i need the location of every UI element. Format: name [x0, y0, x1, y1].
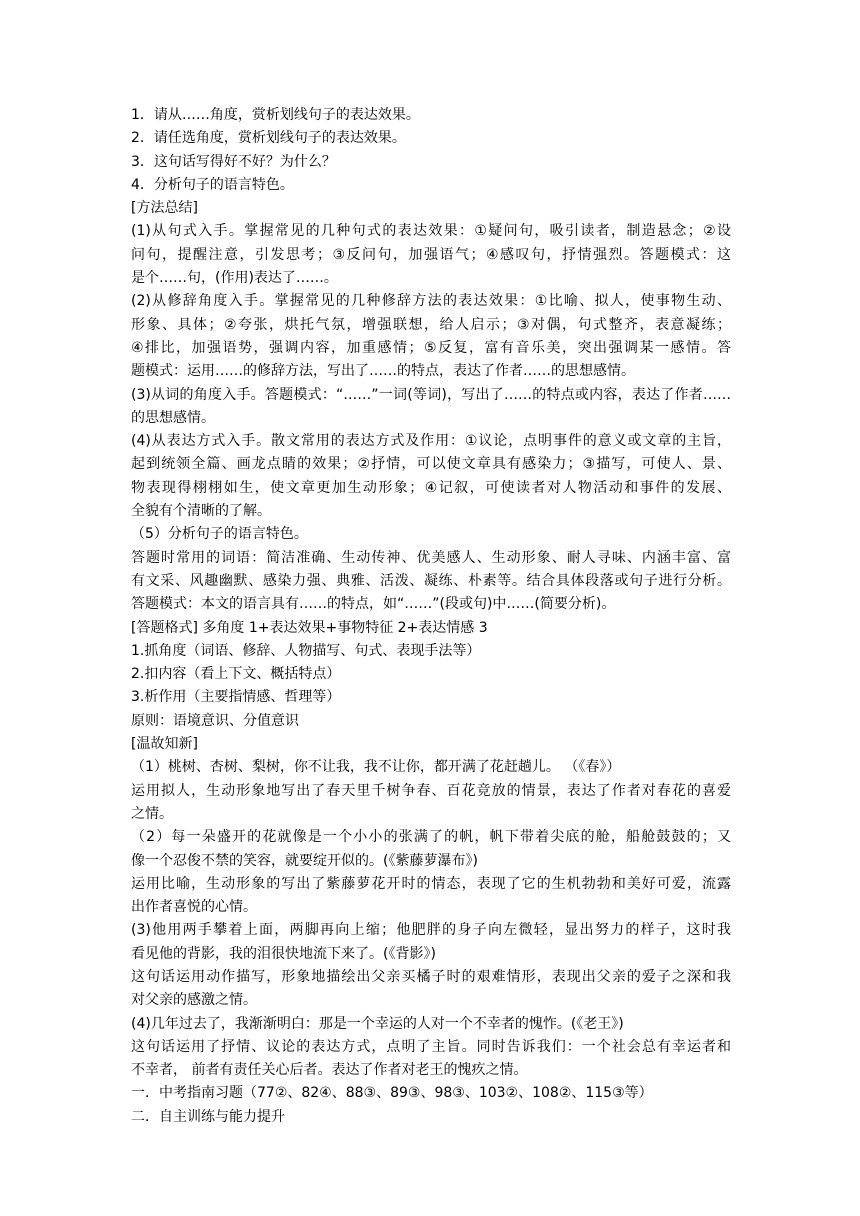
text-line: 2.扣内容（看上下文、概括特点） — [131, 666, 341, 683]
text-line: ④排比，加强语势，强调内容，加重感情；⑤反复，富有音乐美，突出强调某一感情。答 — [131, 339, 731, 356]
text-line: (1)从句式入手。掌握常见的几种句式的表达效果：①疑问句，吸引读者，制造悬念；②设 — [131, 223, 731, 240]
text-line: 全貌有个清晰的了解。 — [131, 503, 271, 520]
text-line: (2)从修辞角度入手。掌握常见的几种修辞方法的表达效果：①比喻、拟人，使事物生动、 — [131, 293, 731, 310]
text-line: 起到统领全篇、画龙点睛的效果；②抒情，可以使文章具有感染力；③描写，可使人、景、 — [131, 456, 731, 473]
text-line: 一．中考指南习题（77②、82④、88③、89③、98③、103②、108②、115③等） — [131, 1085, 653, 1102]
text-line: 这句话运用动作描写，形象地描绘出父亲买橘子时的艰难情形，表现出父亲的爱子之深和我 — [131, 968, 731, 985]
text-line: 对父亲的感激之情。 — [131, 992, 257, 1009]
text-line: 问句，提醒注意，引发思考；③反问句，加强语气；④感叹句，抒情强烈。答题模式：这 — [131, 246, 731, 263]
text-line: 运用拟人，生动形象地写出了春天里千树争春、百花竞放的情景，表达了作者对春花的喜爱 — [131, 782, 731, 799]
text-line: 不幸者， 前者有责任关心后者。表达了作者对老王的愧疚之情。 — [131, 1062, 528, 1079]
text-line: [温故知新] — [131, 736, 198, 753]
text-line: （1）桃树、杏树、梨树，你不让我，我不让你，都开满了花赶趟儿。 （《春》） — [131, 759, 621, 776]
text-line: 之情。 — [131, 805, 173, 822]
text-line: 答题时常用的词语：简洁准确、生动传神、优美感人、生动形象、耐人寻味、内涵丰富、富 — [131, 549, 731, 566]
text-line: 答题模式：本文的语言具有……的特点，如“……”(段或句)中……(简要分析)。 — [131, 596, 616, 613]
text-line: 物表现得栩栩如生，使文章更加生动形象；④记叙，可使读者对人物活动和事件的发展、 — [131, 479, 731, 496]
text-line: (4)从表达方式入手。散文常用的表达方式及作用：①议论，点明事件的意义或文章的主旨， — [131, 433, 731, 450]
text-line: [方法总结] — [131, 200, 198, 217]
text-line: 这句话运用了抒情、议论的表达方式，点明了主旨。同时告诉我们：一个社会总有幸运者和 — [131, 1038, 731, 1055]
text-line: 1．请从……角度，赏析划线句子的表达效果。 — [131, 107, 420, 123]
text-line: 看见他的背影，我的泪很快地流下来了。(《背影》) — [131, 945, 436, 962]
text-line: 3.析作用（主要指情感、哲理等） — [131, 689, 341, 706]
text-line: (4)几年过去了，我渐渐明白：那是一个幸运的人对一个不幸者的愧怍。(《老王》) — [131, 1015, 624, 1032]
text-line: （2）每一朵盛开的花就像是一个小小的张满了的帆，帆下带着尖底的舱，船舱鼓鼓的；又 — [131, 829, 731, 846]
text-line: 有文采、风趣幽默、感染力强、典雅、活泼、凝练、朴素等。结合具体段落或句子进行分析。 — [131, 572, 731, 589]
text-line: 的思想感情。 — [131, 409, 215, 426]
text-line: 1.抓角度（词语、修辞、人物描写、句式、表现手法等） — [131, 642, 481, 659]
text-line: 题模式：运用……的修辞方法，写出了……的特点，表达了作者……的思想感情。 — [131, 363, 635, 380]
text-line: (3)他用两手攀着上面，两脚再向上缩；他肥胖的身子向左微轻，显出努力的样子，这时我 — [131, 922, 731, 939]
text-line: 二．自主训练与能力提升 — [131, 1108, 285, 1125]
text-line: 3．这句话写得好不好？为什么？ — [131, 153, 336, 170]
text-line: (3)从词的角度入手。答题模式：“……”一词(等词)，写出了……的特点或内容，表达了作者…… — [131, 386, 731, 403]
text-line: 2．请任选角度，赏析划线句子的表达效果。 — [131, 130, 406, 147]
text-line: 像一个忍俊不禁的笑容，就要绽开似的。(《紫藤萝瀑布》) — [131, 852, 478, 869]
text-line: （5）分析句子的语言特色。 — [131, 526, 308, 543]
text-line: 运用比喻，生动形象的写出了紫藤萝花开时的情态，表现了它的生机勃勃和美好可爱，流露 — [131, 875, 731, 892]
document-body — [131, 104, 731, 1129]
text-line: 是个……句，(作用)表达了……。 — [131, 270, 338, 287]
text-line: 形象、具体；②夸张，烘托气氛，增强联想，给人启示；③对偶，句式整齐，表意凝练； — [131, 316, 731, 333]
text-line: [答题格式] 多角度 1+表达效果+事物特征 2+表达情感 3 — [131, 619, 488, 636]
text-line: 原则：语境意识、分值意识 — [131, 712, 299, 729]
text-line: 4．分析句子的语言特色。 — [131, 176, 294, 193]
text-line: 出作者喜悦的心情。 — [131, 899, 257, 916]
